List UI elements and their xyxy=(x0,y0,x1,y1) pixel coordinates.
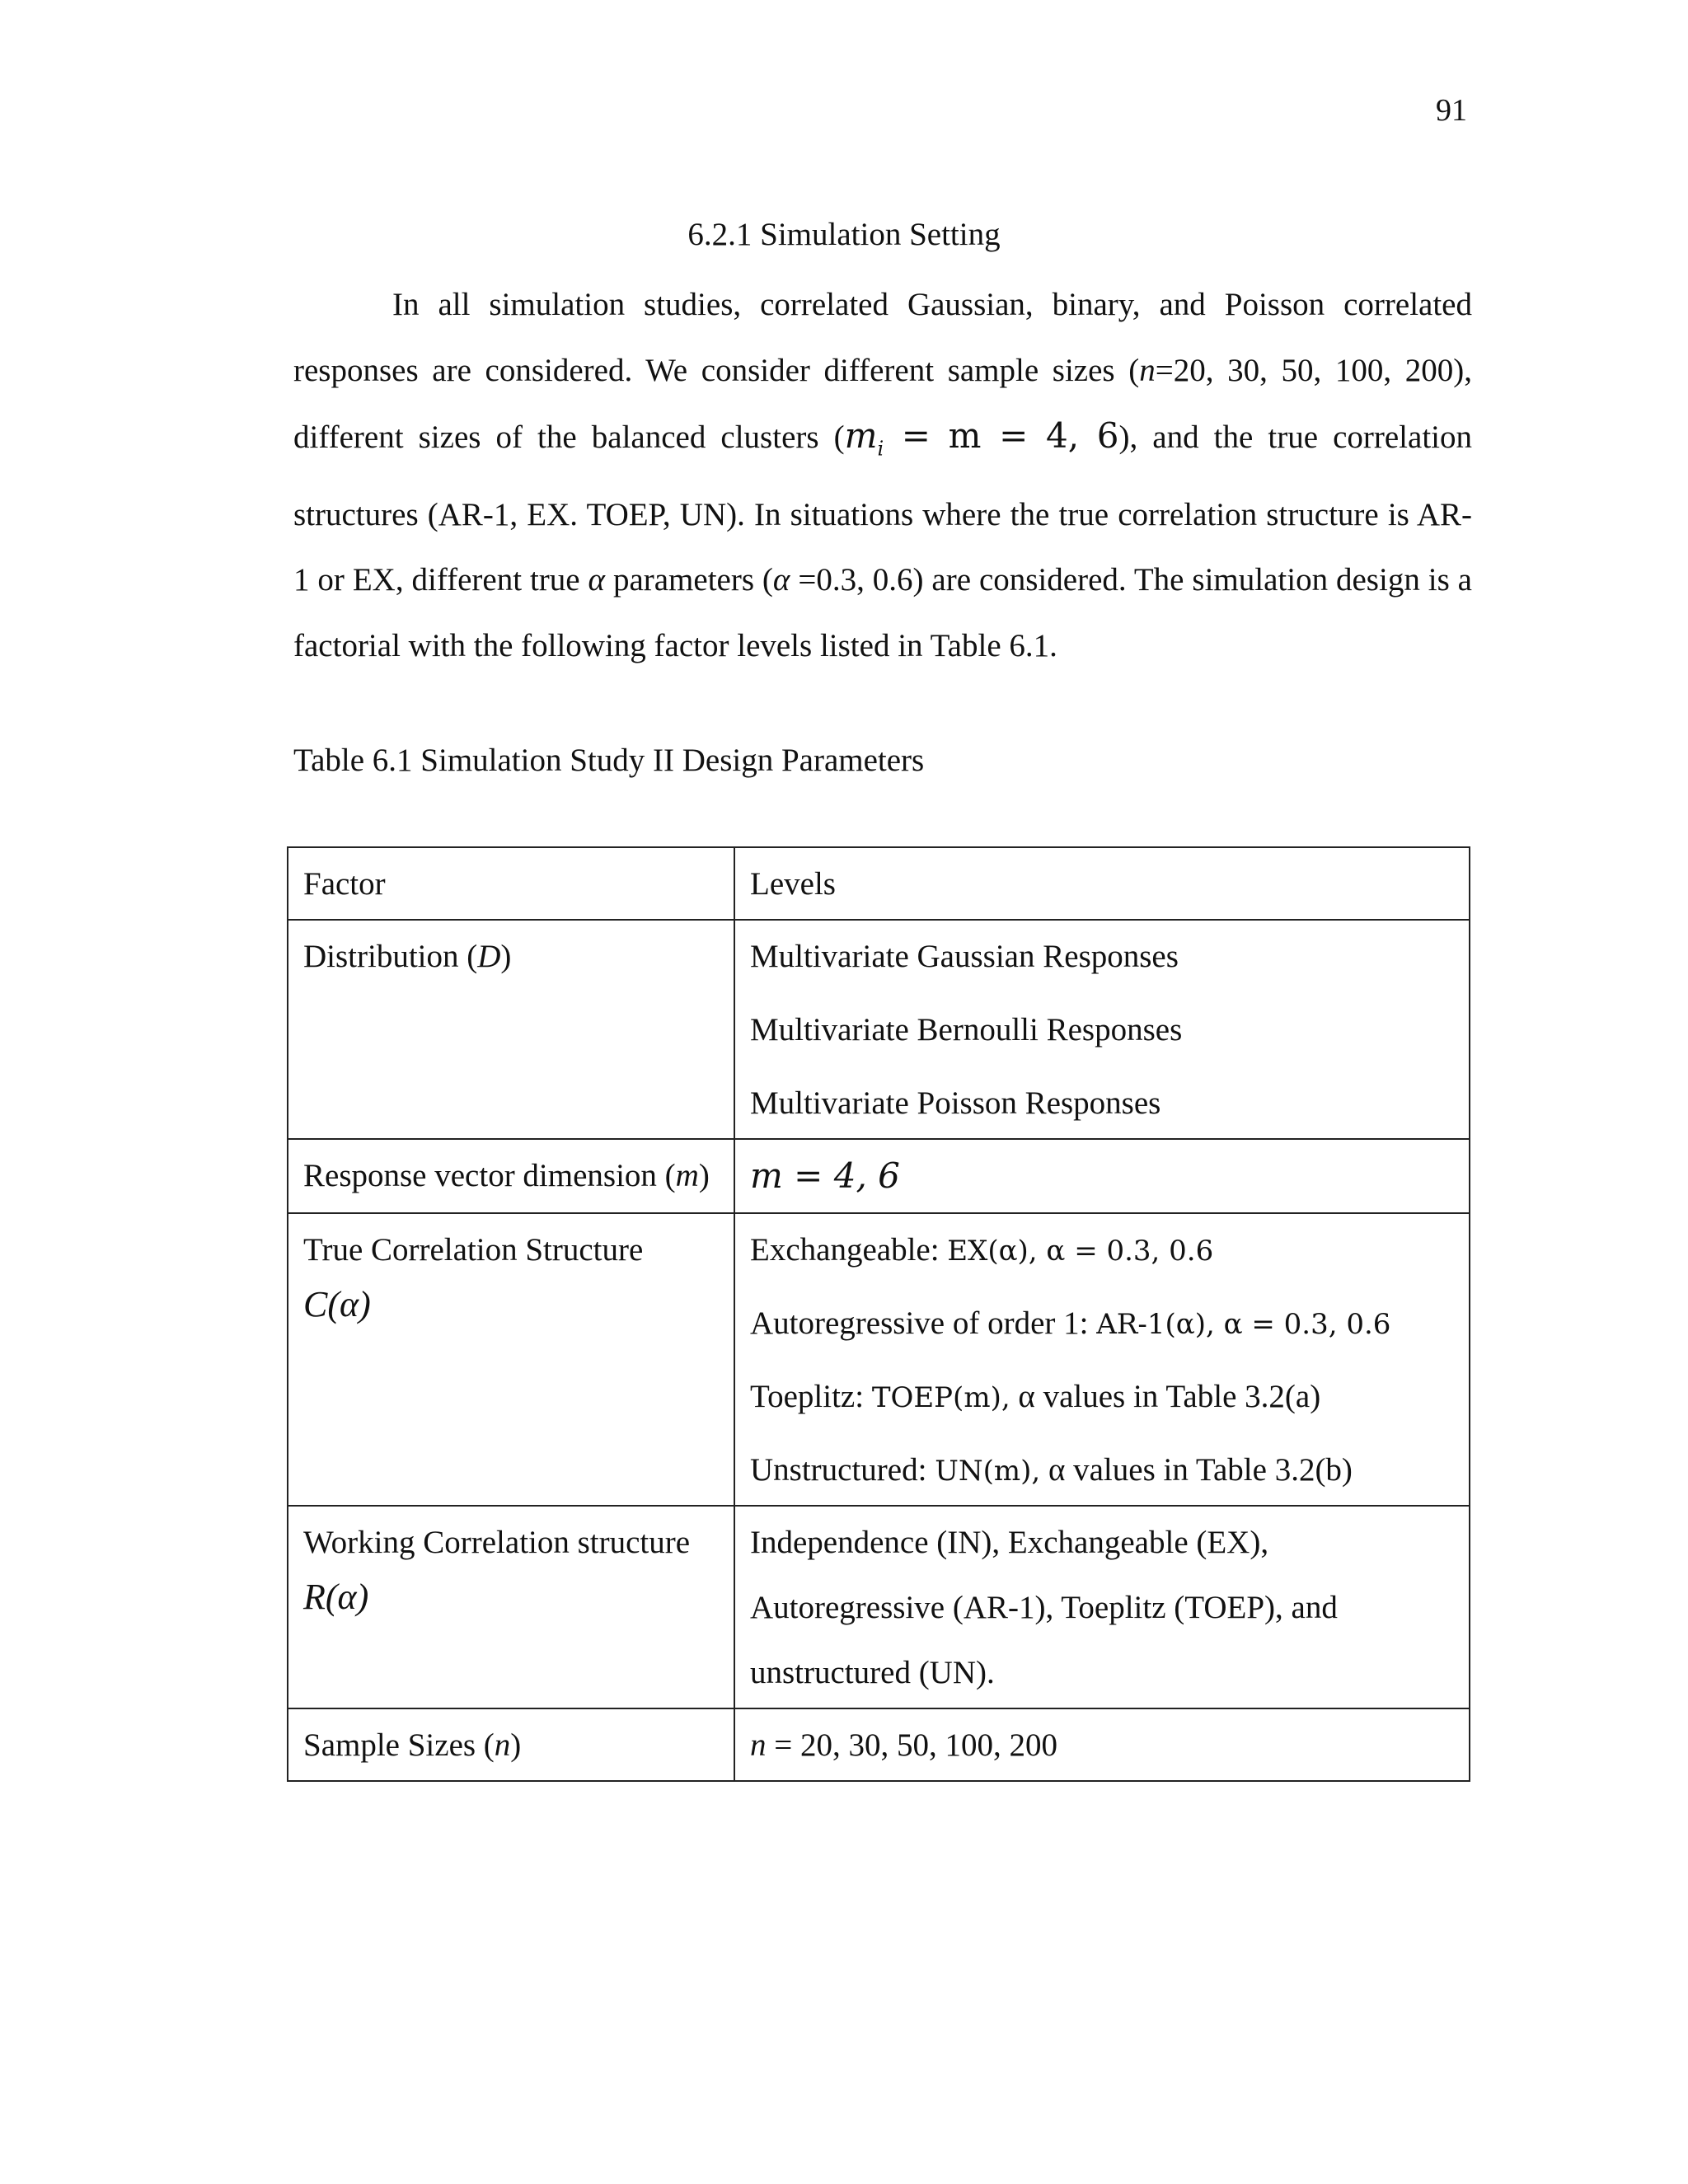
level-working-line-2: Autoregressive (AR-1), Toeplitz (TOEP), and xyxy=(750,1590,1338,1625)
body-paragraph xyxy=(293,272,1472,678)
level-unstructured xyxy=(750,1452,1454,1488)
factor-sample-size-label: Sample Sizes ( xyxy=(303,1727,495,1763)
para-text-4: parameters ( xyxy=(605,562,773,598)
level-working-line-1: Independence (IN), Exchangeable (EX), xyxy=(750,1525,1269,1560)
level-bernoulli: Multivariate Bernoulli Responses xyxy=(750,1012,1183,1047)
cluster-rest: = m = 4, 6 xyxy=(884,415,1119,456)
level-sample-size-values: = 20, 30, 50, 100, 200 xyxy=(766,1727,1057,1763)
factor-distribution-label: Distribution ( xyxy=(303,939,478,974)
factor-dimension-symbol: m xyxy=(675,1158,699,1193)
factor-true-correlation xyxy=(288,1213,734,1506)
levels-working-correlation xyxy=(734,1506,1470,1708)
factor-sample-size-close: ) xyxy=(510,1727,522,1763)
para-alpha-2: α xyxy=(772,562,790,598)
levels-true-correlation xyxy=(734,1213,1470,1506)
factor-distribution-close: ) xyxy=(500,939,512,974)
level-working-line-3: unstructured (UN). xyxy=(750,1655,995,1690)
level-toeplitz-tail: α values in Table 3.2(a) xyxy=(1018,1379,1321,1414)
para-alpha-1: α xyxy=(588,562,606,598)
levels-sample-size xyxy=(734,1708,1470,1781)
cluster-equation xyxy=(844,415,1119,461)
section-heading: 6.2.1 Simulation Setting xyxy=(687,217,1001,252)
header-factor: Factor xyxy=(288,847,734,920)
design-parameters-table xyxy=(287,846,1470,1782)
factor-distribution-symbol: D xyxy=(477,939,501,974)
levels-dimension xyxy=(734,1139,1470,1213)
factor-sample-size xyxy=(288,1708,734,1781)
level-poisson: Multivariate Poisson Responses xyxy=(750,1085,1161,1121)
table-header-row xyxy=(288,847,1470,920)
level-autoregressive-label: Autoregressive of order 1: xyxy=(750,1305,1089,1341)
cluster-subscript: i xyxy=(877,437,884,461)
table-caption: Table 6.1 Simulation Study II Design Parameters xyxy=(293,743,925,778)
table-row-distribution xyxy=(288,920,1470,1139)
level-exchangeable-formula: EX(α), α = 0.3, 0.6 xyxy=(947,1235,1214,1268)
factor-true-correlation-label: True Correlation Structure xyxy=(303,1232,644,1268)
level-exchangeable-label: Exchangeable: xyxy=(750,1232,940,1268)
page-number: 91 xyxy=(1436,93,1467,128)
level-unstructured-tail: α values in Table 3.2(b) xyxy=(1048,1452,1353,1488)
level-dimension-formula: m = 4, 6 xyxy=(750,1155,900,1196)
level-toeplitz-label: Toeplitz: xyxy=(750,1379,865,1414)
para-text-3: ), and the true correlation structures (AR-1, EX. TOEP, UN). In situations where the true correlation structure is AR-1 or EX, different true xyxy=(293,419,1472,598)
level-unstructured-formula: UN(m), xyxy=(935,1455,1041,1488)
level-exchangeable xyxy=(750,1232,1454,1305)
table-row-dimension xyxy=(288,1139,1470,1213)
para-text-2: =20, 30, 50, 100, 200), different sizes of the balanced clusters ( xyxy=(293,352,1473,455)
factor-working-correlation-label: Working Correlation structure xyxy=(303,1525,691,1560)
para-text-1: In all simulation studies, correlated Gaussian, binary, and Poisson correlated responses are considered. We consider different sample sizes ( xyxy=(293,287,1472,388)
factor-sample-size-symbol: n xyxy=(494,1727,511,1763)
factor-working-correlation-symbol: R(α) xyxy=(303,1577,369,1617)
para-text-5: =0.3, 0.6) are considered. The simulation design is a factorial with the following factor levels listed in Table 6.1. xyxy=(293,562,1472,663)
level-toeplitz xyxy=(750,1379,1454,1452)
factor-dimension-close: ) xyxy=(698,1158,710,1193)
level-autoregressive-formula: AR-1(α), α = 0.3, 0.6 xyxy=(1096,1308,1391,1341)
cluster-m: m xyxy=(844,415,878,456)
factor-distribution xyxy=(288,920,734,1139)
factor-dimension-label: Response vector dimension ( xyxy=(303,1158,676,1193)
factor-true-correlation-symbol: C(α) xyxy=(303,1284,371,1324)
level-toeplitz-formula: TOEP(m), xyxy=(871,1381,1010,1414)
level-autoregressive xyxy=(750,1305,1454,1379)
table-row-sample-size xyxy=(288,1708,1470,1781)
table-row-true-correlation xyxy=(288,1213,1470,1506)
factor-working-correlation xyxy=(288,1506,734,1708)
level-sample-size-symbol: n xyxy=(750,1727,767,1763)
level-gaussian: Multivariate Gaussian Responses xyxy=(750,939,1179,974)
level-unstructured-label: Unstructured: xyxy=(750,1452,927,1488)
table-row-working-correlation xyxy=(288,1506,1470,1708)
para-n-symbol: n xyxy=(1139,352,1156,388)
factor-dimension xyxy=(288,1139,734,1213)
header-levels: Levels xyxy=(734,847,1470,920)
levels-distribution xyxy=(734,920,1470,1139)
